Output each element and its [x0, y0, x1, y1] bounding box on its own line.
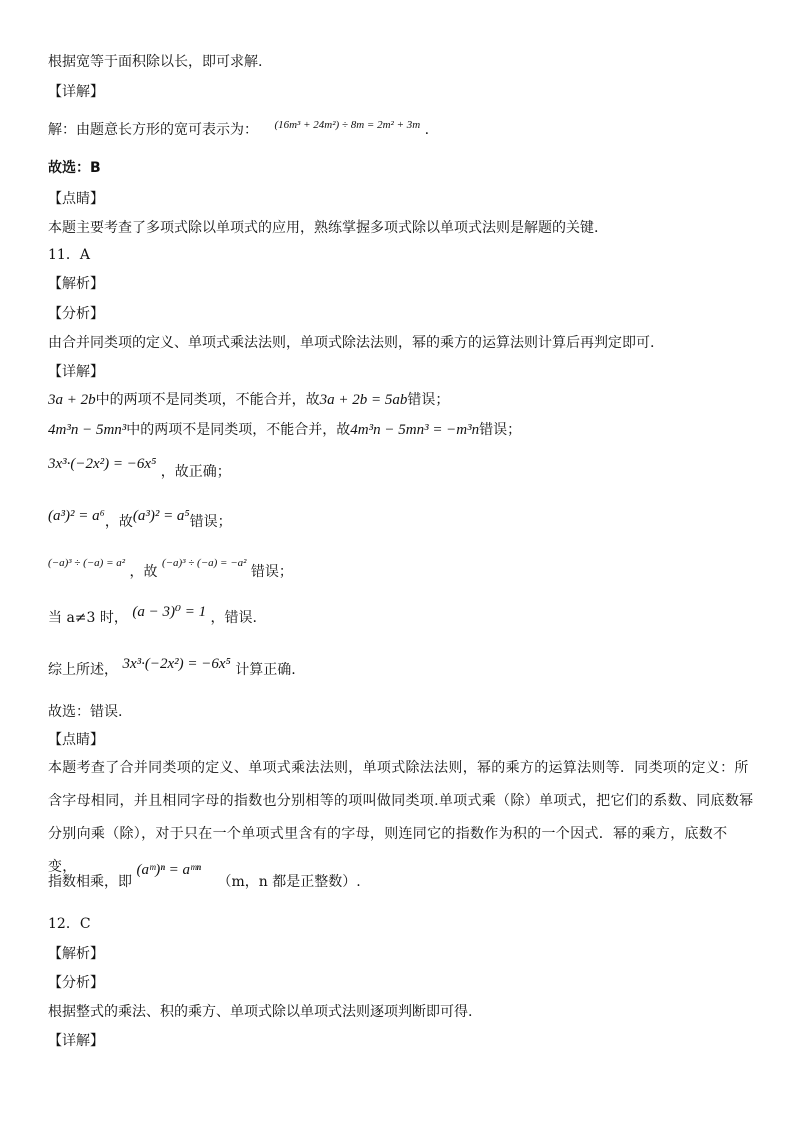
- q10-answer: 故选：B: [48, 160, 101, 176]
- q11-comment: 本题考查了合并同类项的定义、单项式乘法法则，单项式除法法则，幂的乘方的运算法则等．同类项的定义：所含字母相同，并且相同字母的指数也分别相等的项叫做同类项.单项式乘（除）单项式，把它们的系数、同底数幂分别向乘（除），对于只在一个单项式里含有的字母，则连同它的指数作为积的一个因式．幂的乘方，底数不变，: [48, 760, 754, 875]
- q11-step-5-wrong-eq: (−a)³ ÷ (−a) = −a²: [161, 557, 247, 569]
- q11-step-3: [48, 454, 231, 480]
- q12-fenxi: 根据整式的乘法、积的乘方、单项式除以单项式法则逐项判断即可得.: [48, 1004, 473, 1020]
- q11-step-1-verdict: 错误；: [407, 392, 450, 408]
- q11-step-2-verdict: 错误；: [479, 422, 522, 438]
- q11-answer: 故选：错误.: [48, 704, 123, 720]
- q11-step-2-text: 中的两项不是同类项，不能合并，故: [126, 422, 351, 438]
- q11-step-6-text: 当 a≠3 时，: [48, 610, 128, 626]
- q11-summary-verdict: 计算正确.: [235, 662, 296, 678]
- q11-comment-tail: [48, 862, 361, 892]
- q11-analysis-label: 【解析】: [48, 276, 104, 292]
- q11-comment-label: 【点睛】: [48, 732, 104, 748]
- q11-number: 11．A: [48, 247, 90, 263]
- q11-step-4-text: ，故: [104, 514, 133, 530]
- q10-comment-label: 【点睛】: [48, 191, 104, 207]
- q11-step-4: [48, 506, 232, 530]
- q11-step-3-eq: 3x³·(−2x²) = −6x⁵: [48, 456, 157, 472]
- q11-detail-label: 【详解】: [48, 364, 104, 380]
- q11-step-2: [48, 420, 521, 440]
- q11-fenxi-label: 【分析】: [48, 306, 104, 322]
- q10-solution-line: [48, 120, 429, 141]
- q11-comment-formula: (aᵐ)ⁿ = aᵐⁿ: [136, 862, 202, 878]
- q11-step-2-eq: 4m³n − 5mn³ = −m³n: [350, 422, 480, 438]
- q11-step-6: [48, 604, 257, 628]
- q11-step-5-text: ，故: [129, 564, 158, 580]
- q11-step-1: [48, 390, 449, 410]
- q11-step-6-verdict: ，错误.: [210, 610, 257, 626]
- q10-solution-end: .: [424, 122, 430, 138]
- q11-step-3-verdict: ，故正确；: [160, 464, 231, 480]
- q11-summary: [48, 656, 296, 680]
- q11-step-1-text: 中的两项不是同类项，不能合并，故: [95, 392, 320, 408]
- q11-step-4-wrong-eq: (a³)² = a⁵: [132, 508, 190, 524]
- q10-solution-prefix: 解：由题意长方形的宽可表示为：: [48, 122, 258, 138]
- q11-step-5: [48, 552, 293, 580]
- q11-summary-eq: 3x³·(−2x²) = −6x⁵: [122, 656, 231, 672]
- q10-comment: 本题主要考查了多项式除以单项式的应用，熟练掌握多项式除以单项式法则是解题的关键.: [48, 220, 599, 236]
- q11-step-6-eq: (a − 3)⁰ = 1: [132, 604, 207, 620]
- q12-number: 12．C: [48, 916, 91, 932]
- q11-comment-tail-suffix: （m，n 都是正整数）.: [217, 874, 361, 890]
- q10-intro: 根据宽等于面积除以长，即可求解.: [48, 54, 263, 70]
- q11-comment-tail-prefix: 指数相乘，即: [48, 874, 132, 890]
- q11-step-4-verdict: 错误；: [189, 514, 232, 530]
- q12-fenxi-label: 【分析】: [48, 975, 104, 991]
- q11-step-5-eq: (−a)³ ÷ (−a) = a²: [48, 557, 126, 569]
- q11-step-5-verdict: 错误；: [250, 564, 293, 580]
- q11-fenxi: 由合并同类项的定义、单项式乘法法则，单项式除法法则，幂的乘方的运算法则计算后再判定即可.: [48, 335, 655, 351]
- q12-analysis-label: 【解析】: [48, 946, 104, 962]
- q11-step-1-eq: 3a + 2b = 5ab: [319, 392, 408, 408]
- q11-step-1-expr: 3a + 2b: [48, 392, 96, 408]
- q10-solution-math: (16m³ + 24m²) ÷ 8m = 2m² + 3m: [274, 119, 421, 131]
- q11-step-2-expr: 4m³n − 5mn³: [48, 422, 127, 438]
- q10-detail-label: 【详解】: [48, 84, 104, 100]
- q12-detail-label: 【详解】: [48, 1033, 104, 1049]
- q11-step-4-eq: (a³)² = a⁶: [48, 508, 105, 524]
- q11-summary-text: 综上所述，: [48, 662, 118, 678]
